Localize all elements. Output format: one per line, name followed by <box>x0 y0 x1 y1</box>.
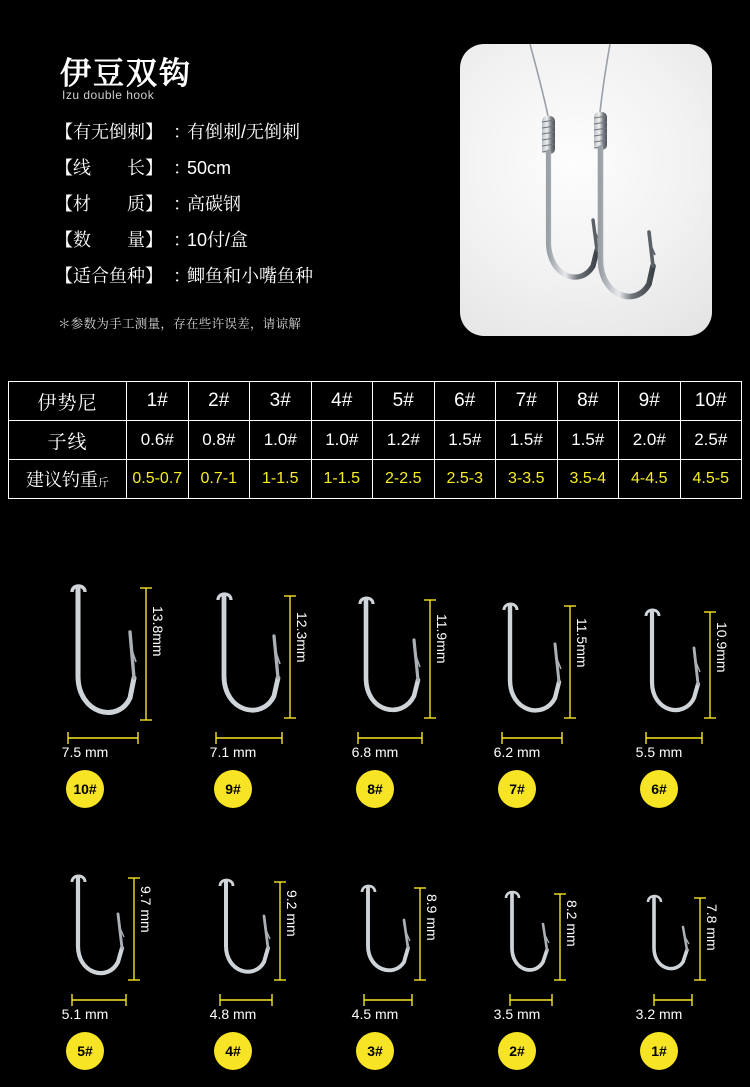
cell-weight: 0.7-1 <box>188 460 250 499</box>
hook-item <box>300 814 450 1084</box>
cell-size: 7# <box>496 382 558 421</box>
page-subtitle: Izu double hook <box>62 88 155 102</box>
spec-row <box>55 190 455 226</box>
hook-item <box>158 814 308 1084</box>
hook-size-badge: 7# <box>498 770 536 808</box>
spec-colon: ： <box>173 230 191 250</box>
cell-size: 6# <box>434 382 496 421</box>
row-label-hook-type: 伊势尼 <box>9 382 127 421</box>
hook-length-label: 10.9mm <box>714 622 730 673</box>
cell-weight: 1-1.5 <box>250 460 312 499</box>
hook-length-label: 7.8 mm <box>704 904 720 951</box>
spec-key: 【有无倒刺】 <box>55 122 163 142</box>
product-photo <box>460 44 712 336</box>
cell-line: 0.6# <box>127 421 189 460</box>
cell-weight: 3.5-4 <box>557 460 619 499</box>
cell-line: 1.0# <box>311 421 373 460</box>
hook-length-label: 11.9mm <box>434 614 450 664</box>
hook-length-label: 12.3mm <box>294 612 310 663</box>
table-row-line <box>9 421 742 460</box>
spec-value: 有倒刺/无倒刺 <box>187 122 301 142</box>
hook-size-badge: 1# <box>640 1032 678 1070</box>
cell-size: 9# <box>619 382 681 421</box>
hook-width-label: 6.8 mm <box>351 744 399 760</box>
spec-colon: ： <box>173 266 191 286</box>
page-title: 伊豆双钩 <box>60 56 192 91</box>
hook-size-badge: 6# <box>640 770 678 808</box>
cell-line: 1.5# <box>557 421 619 460</box>
cell-weight: 3-3.5 <box>496 460 558 499</box>
spec-colon: ： <box>173 194 191 214</box>
hook-length-label: 11.5mm <box>574 618 590 668</box>
hook-width-label: 7.5 mm <box>61 744 109 760</box>
hook-length-label: 9.7 mm <box>138 886 154 933</box>
hook-width-label: 3.2 mm <box>635 1006 683 1022</box>
hook-width-label: 5.5 mm <box>635 744 683 760</box>
spec-row <box>55 226 455 262</box>
cell-line: 2.0# <box>619 421 681 460</box>
spec-colon: ： <box>173 158 191 178</box>
spec-key: 【材 质】 <box>55 194 163 214</box>
hook-item <box>158 548 308 818</box>
hook-item <box>442 548 592 818</box>
hook-width-label: 5.1 mm <box>61 1006 109 1022</box>
spec-list <box>55 118 455 298</box>
hook-length-label: 13.8mm <box>150 606 166 657</box>
spec-row <box>55 154 455 190</box>
hook-size-badge: 2# <box>498 1032 536 1070</box>
hook-width-label: 6.2 mm <box>493 744 541 760</box>
spec-table <box>8 381 742 499</box>
spec-row <box>55 118 455 154</box>
row-label-leader-line: 子线 <box>9 421 127 460</box>
cell-line: 2.5# <box>680 421 742 460</box>
row-label-unit: 斤 <box>98 477 109 489</box>
hook-item <box>300 548 450 818</box>
hook-width-label: 3.5 mm <box>493 1006 541 1022</box>
hook-item <box>442 814 592 1084</box>
table-row-header <box>9 382 742 421</box>
cell-line: 1.5# <box>496 421 558 460</box>
hook-width-label: 4.8 mm <box>209 1006 257 1022</box>
hook-size-badge: 10# <box>66 770 104 808</box>
hook-item <box>584 548 734 818</box>
spec-value: 鲫鱼和小嘴鱼种 <box>187 266 313 286</box>
spec-value: 10付/盒 <box>187 230 249 250</box>
cell-size: 10# <box>680 382 742 421</box>
cell-weight: 0.5-0.7 <box>127 460 189 499</box>
hook-width-label: 4.5 mm <box>351 1006 399 1022</box>
cell-line: 1.5# <box>434 421 496 460</box>
spec-value: 高碳钢 <box>187 194 241 214</box>
hook-item <box>10 814 160 1084</box>
cell-weight: 4.5-5 <box>680 460 742 499</box>
hook-size-badge: 5# <box>66 1032 104 1070</box>
hook-size-badge: 9# <box>214 770 252 808</box>
cell-line: 0.8# <box>188 421 250 460</box>
cell-weight: 2.5-3 <box>434 460 496 499</box>
table-row-weight <box>9 460 742 499</box>
spec-colon: ： <box>173 122 191 142</box>
double-hook-illustration <box>460 44 712 336</box>
cell-weight: 1-1.5 <box>311 460 373 499</box>
cell-weight: 2-2.5 <box>373 460 435 499</box>
hook-item <box>10 548 166 818</box>
spec-row <box>55 262 455 298</box>
spec-key: 【适合鱼种】 <box>55 266 163 286</box>
hook-size-badge: 3# <box>356 1032 394 1070</box>
cell-size: 5# <box>373 382 435 421</box>
hook-item <box>584 814 734 1084</box>
header-section <box>0 0 750 370</box>
cell-size: 2# <box>188 382 250 421</box>
spec-table-wrapper <box>8 381 742 499</box>
hook-length-label: 8.9 mm <box>424 894 440 941</box>
cell-size: 8# <box>557 382 619 421</box>
hook-width-label: 7.1 mm <box>209 744 257 760</box>
spec-key: 【线 长】 <box>55 158 163 178</box>
hook-length-label: 9.2 mm <box>284 890 300 937</box>
measurement-note: ＊参数为手工测量，存在些许误差，请谅解 <box>58 317 302 331</box>
row-label-recommended-weight <box>9 460 127 499</box>
cell-size: 1# <box>127 382 189 421</box>
cell-weight: 4-4.5 <box>619 460 681 499</box>
cell-size: 3# <box>250 382 312 421</box>
hook-length-label: 8.2 mm <box>564 900 580 947</box>
cell-line: 1.2# <box>373 421 435 460</box>
cell-line: 1.0# <box>250 421 312 460</box>
hook-size-badge: 8# <box>356 770 394 808</box>
cell-size: 4# <box>311 382 373 421</box>
spec-value: 50cm <box>187 158 232 178</box>
hook-size-grid <box>0 548 750 1087</box>
hook-size-badge: 4# <box>214 1032 252 1070</box>
spec-key: 【数 量】 <box>55 230 163 250</box>
row-label-text: 建议钓重 <box>26 470 98 490</box>
